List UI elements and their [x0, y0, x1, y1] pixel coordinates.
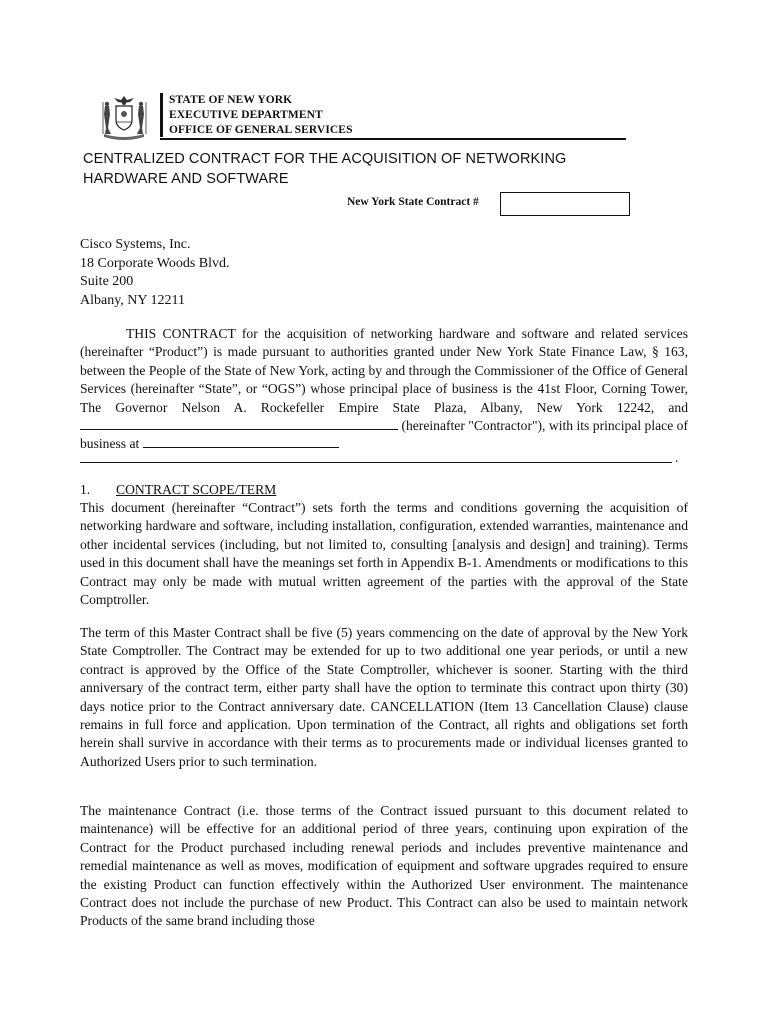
intro-text-contractor: (hereinafter "Contractor"), with its principal place of business at [80, 418, 688, 452]
document-title: CENTRALIZED CONTRACT FOR THE ACQUISITION OF NETWORKING HARDWARE AND SOFTWARE [83, 151, 567, 187]
intro-paragraph [80, 325, 688, 454]
address-line-city: Albany, NY 12211 [80, 292, 185, 308]
section-number: 1. [80, 482, 91, 497]
address-line-street: 18 Corporate Woods Blvd. [80, 255, 230, 271]
intro-end-period: . [675, 450, 679, 465]
contract-number-field[interactable] [500, 192, 630, 216]
address-line-suite: Suite 200 [80, 274, 134, 289]
section-title: CONTRACT SCOPE/TERM [116, 482, 277, 497]
contractor-name-blank[interactable] [80, 418, 398, 430]
state-seal-icon [99, 94, 149, 140]
agency-line-department: EXECUTIVE DEPARTMENT [169, 109, 323, 121]
intro-text: THIS CONTRACT for the acquisition of networking hardware and software and related services (hereinafter “Product”) is made pursuant to authorities granted under New York State Finance Law, § 163, between the People of the State of New York, acting by and through the Commissioner of the Office of General Services (hereinafter “State”, or “OGS”) whose principal place of business is the 41st Floor, Corning Tower, The Governor Nelson A. Rockefeller Empire State Plaza, Albany, New York 12242, and [80, 326, 688, 415]
agency-line-office: OFFICE OF GENERAL SERVICES [169, 124, 353, 136]
contract-number-label: New York State Contract # [347, 196, 479, 208]
maintenance-paragraph: The maintenance Contract (i.e. those terms of the Contract issued pursuant to this document related to maintenance) will be effective for an additional period of three years, continuing upon expiration of the Contract for the Product purchased including renewal periods and includes preventive maintenance and remedial maintenance as well as moves, modification of equipment and software upgrades required to ensure the existing Product can function effectively within the Authorized User environment. The maintenance Contract does not include the purchase of new Product. This Contract can also be used to maintain network Products of the same brand including those [80, 803, 688, 929]
term-paragraph: The term of this Master Contract shall be five (5) years commencing on the date of approval by the New York State Comptroller. The Contract may be extended for up to two additional one year periods, or until a new contract is approved by the Office of the State Comptroller, whichever is sooner. Starting with the third anniversary of the contract term, either party shall have the option to terminate this contract upon thirty (30) days notice prior to the Contract anniversary date. CANCELLATION (Item 13 Cancellation Clause) clause remains in full force and application. Upon termination of the Contract, all rights and obligations set forth herein shall survive in accordance with their terms as to procurements made or individual licenses granted to Authorized Users prior to such termination. [80, 625, 688, 769]
address-line-company: Cisco Systems, Inc. [80, 237, 191, 252]
contractor-address [80, 236, 230, 310]
agency-line-state: STATE OF NEW YORK [169, 94, 293, 106]
header-divider [160, 138, 626, 140]
agency-header [160, 93, 353, 137]
contractor-address-blank[interactable] [143, 436, 339, 448]
scope-paragraph: This document (hereinafter “Contract”) sets forth the terms and conditions governing the acquisition of networking hardware and software, including installation, configuration, extended warranties, maintenance and other incidental services (including, but not limited to, consulting [analysis and design] and training). Terms used in this document shall have the meanings set forth in Appendix B-1. Amendments or modifications to this Contract may only be made with mutual written agreement of the parties with the approval of the State Comptroller. [80, 500, 688, 608]
section-1-heading [80, 481, 276, 499]
contractor-address-blank-line[interactable] [80, 462, 672, 463]
